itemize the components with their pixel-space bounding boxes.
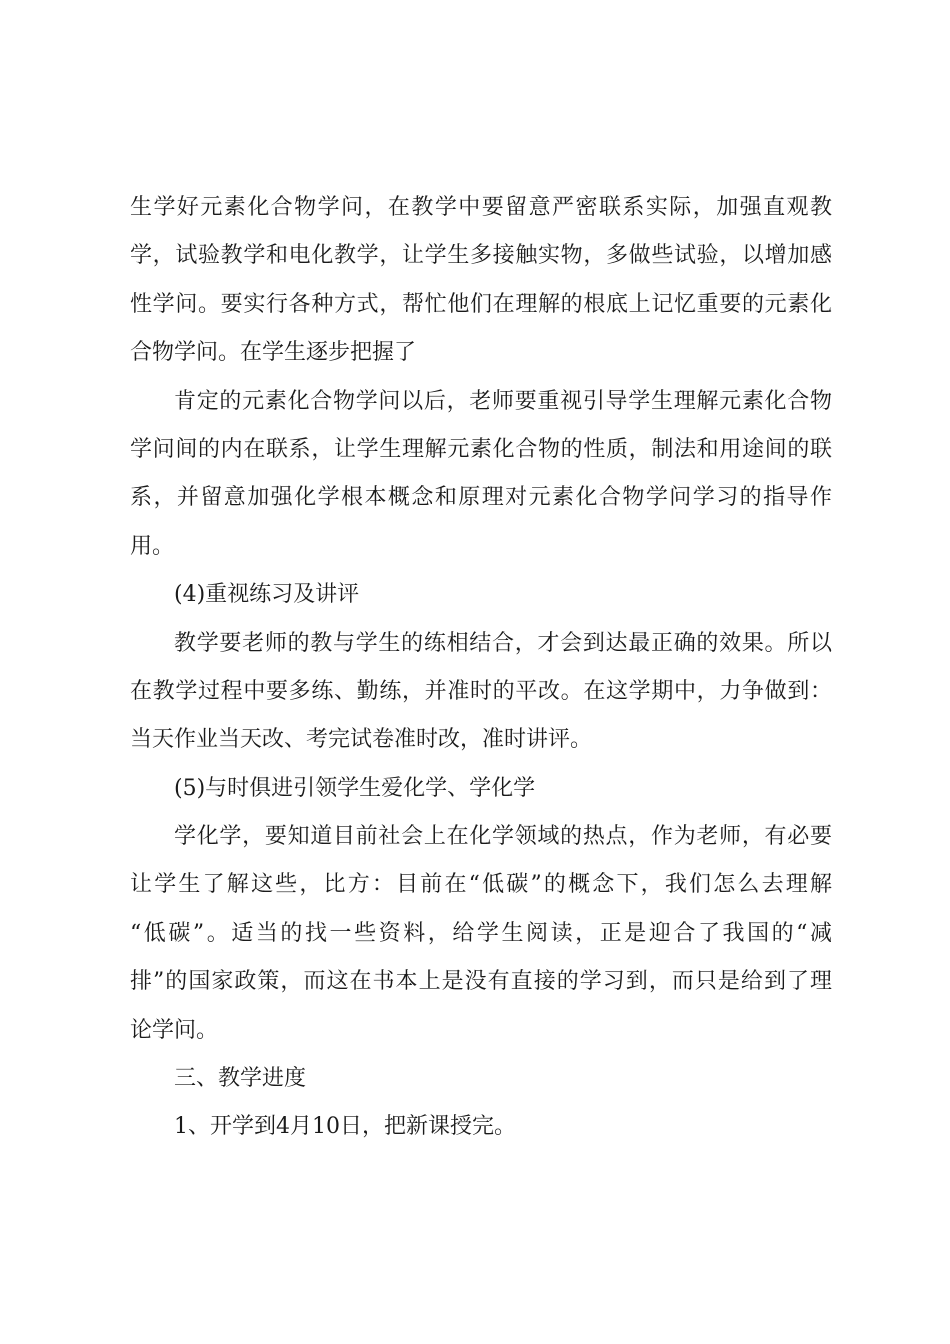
- text-line: 1、开学到4月10日，把新课授完。: [174, 1114, 516, 1140]
- text-line: 学，试验教学和电化教学，让学生多接触实物，多做些试验，以增加感: [130, 243, 832, 269]
- text-line: 学问间的内在联系，让学生理解元素化合物的性质，制法和用途间的联: [130, 436, 832, 462]
- text-line: “低碳”。适当的找一些资料，给学生阅读，正是迎合了我国的“减: [130, 920, 832, 946]
- text-line: (4)重视练习及讲评: [174, 582, 360, 608]
- text-line: 排”的国家政策，而这在书本上是没有直接的学习到，而只是给到了理: [130, 969, 832, 995]
- text-line: 学化学，要知道目前社会上在化学领域的热点，作为老师，有必要: [174, 824, 832, 850]
- text-line: 教学要老师的教与学生的练相结合，才会到达最正确的效果。所以: [174, 630, 832, 656]
- text-line: 用。: [130, 533, 175, 559]
- document-body: [130, 184, 832, 1152]
- text-line: 生学好元素化合物学问，在教学中要留意严密联系实际，加强直观教: [130, 195, 832, 220]
- text-line: 性学问。要实行各种方式，帮忙他们在理解的根底上记忆重要的元素化: [130, 291, 832, 317]
- text-line: 在教学过程中要多练、勤练，并准时的平改。在这学期中，力争做到：: [130, 678, 832, 704]
- text-line: 系，并留意加强化学根本概念和原理对元素化合物学问学习的指导作: [130, 485, 832, 511]
- text-line: 合物学问。在学生逐步把握了: [130, 340, 417, 366]
- text-line: 当天作业当天改、考完试卷准时改，准时讲评。: [130, 727, 593, 753]
- text-line: (5)与时俱进引领学生爱化学、学化学: [174, 775, 536, 801]
- text-line: 论学问。: [130, 1017, 219, 1043]
- text-line: 肯定的元素化合物学问以后，老师要重视引导学生理解元素化合物: [174, 388, 832, 414]
- text-line: 让学生了解这些，比方：目前在“低碳”的概念下，我们怎么去理解: [130, 872, 832, 898]
- text-line: 三、教学进度: [174, 1066, 307, 1092]
